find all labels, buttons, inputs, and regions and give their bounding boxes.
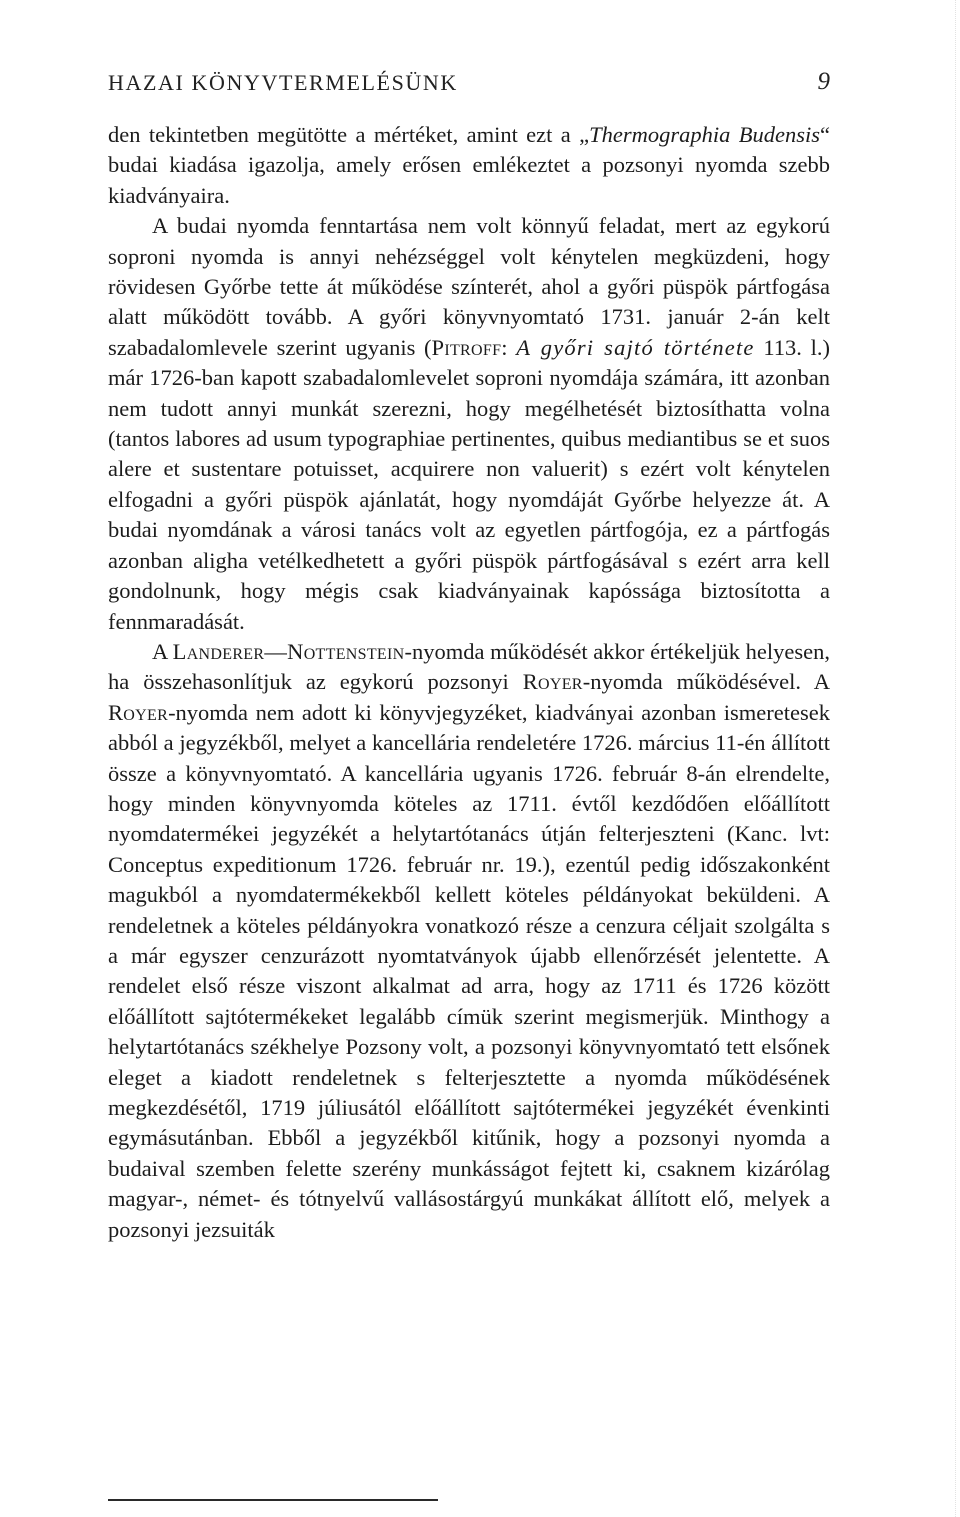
paragraph xyxy=(108,211,830,637)
text-run: -nyomda működését akkor értékeljük helyesen, ha összehasonlítjuk az egykorú pozsonyi xyxy=(108,638,830,695)
text-run: -nyomda működésével. A xyxy=(582,669,830,695)
printer-name: Landerer—Nottenstein xyxy=(172,638,405,664)
text-run: den tekintetben megütötte a mértéket, amint ezt a „ xyxy=(108,122,590,147)
footer-rule xyxy=(108,1499,438,1501)
running-title: HAZAI KÖNYVTERMELÉSÜNK xyxy=(108,70,458,95)
paragraph xyxy=(108,637,830,1245)
text-run: A budai nyomda fenntartása nem volt könnyű feladat, mert az egykorú soproni nyomda is annyi nehézséggel volt kénytelen megküzdeni, hogy rövidesen Győrbe tette át működése színterét, ahol a győri püspök pártfogása alatt működött tovább. A győri könyvnyomtató 1731. január 2-án kelt szabadalomlevele szerint ugyanis ( xyxy=(108,213,830,360)
text-run: -nyomda nem adott ki könyvjegyzéket, kiadványai azonban ismeretesek abból a jegyzékből, melyet a kancellária rendeletére 1726. március 11-én állított össze a könyvnyomtató. A kancellária ugyanis 1726. február 8-án elrendelte, hogy minden könyvnyomda köteles az 1711. évtől kezdődően előállított nyomdatermékei jegyzékét a helytartótanács útján felterjeszteni (Kanc. lvt: Conceptus expeditionum 1726. február nr. 19.), ezentúl pedig időszakonként magukból a nyomdatermékekből kellett köteles példányokat beküldeni. A rendeletnek a köteles példányokra vonatkozó része a cenzura céljait szolgálta s a már egyszer cenzurázott nyomtatványok újabb ellenőrzését jelentette. A rendelet első része viszont alkalmat ad arra, hogy az 1711 és 1726 között előállított sajtótermékeket legalább címük szerint megismerjük. Minthogy a helytartótanács székhelye Pozsony volt, a pozsonyi könyvnyomtató tett elsőnek eleget a kiadott rendeletnek s felterjesztette a nyomda működésének megkezdésétől, 1719 júliusától előállított sajtótermékei jegyzékét évenkinti egymásutánban. Ebből a jegyzékből kitűnik, hogy a pozsonyi nyomda a budaival szemben felette szerény munkásságot fejtett ki, csaknem kizárólag magyar-, német- és tótnyelvű vallásostárgyú munkákat állított elő, melyek a pozsonyi jezsuiták xyxy=(108,699,830,1242)
paragraph xyxy=(108,120,830,211)
italic-title: Thermographia Budensis xyxy=(589,122,820,147)
reference-title: A győri sajtó története xyxy=(516,334,755,360)
body-text xyxy=(108,120,830,1245)
page-header xyxy=(108,64,830,104)
text-run: A xyxy=(152,638,173,664)
author-name: Pitroff xyxy=(431,334,502,360)
page-number: 9 xyxy=(817,68,830,95)
printer-name: Royer xyxy=(108,699,169,725)
scan-edge xyxy=(951,0,956,1517)
text-run: : xyxy=(501,334,517,360)
text-run: 113. l.) már 1726-ban kapott szabadalomlevelet soproni nyomdája számára, itt azonban nem tudott annyi munkát szerezni, hogy megélhetését biztosíthatta volna (tantos labores ad usum typographiae pertinentes, quibus mediantibus se et suos alere et sustentare potuisset, acquirere non valuerit) s ezért volt kénytelen elfogadni a győri püspök ajánlatát, hogy nyomdáját Győrbe helyezze át. A budai nyomdának a városi tanács volt az egyetlen pártfogója, ez a pártfogás azonban aligha vetélkedhetett a győri püspök pártfogásával s ezért arra kell gondolnunk, hogy mégis csak kiadványainak kapóssága biztosította a fennmaradását. xyxy=(108,334,830,634)
printer-name: Royer xyxy=(522,669,583,695)
text-run: “ budai kiadása igazolja, amely erősen emlékeztet a pozsonyi nyomda szebb kiadványaira. xyxy=(108,122,830,208)
